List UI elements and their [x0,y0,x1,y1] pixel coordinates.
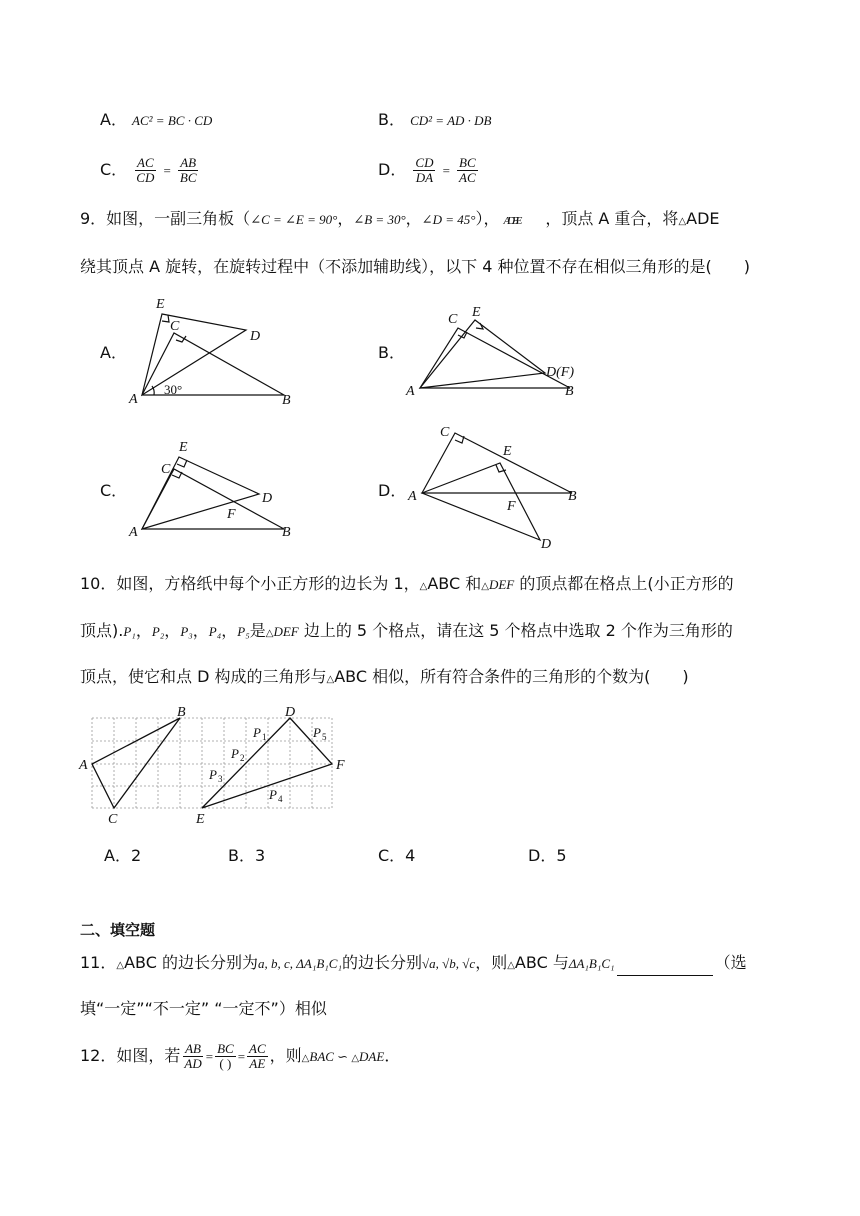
fig-a-label-d: D [250,329,261,344]
q9-figure-c [124,432,304,540]
q11-roots: √a, √b, √c [422,956,476,971]
triangle-icon: △ [265,628,274,639]
svg-text:3: 3 [218,774,223,784]
fig-b-label-df: D(F) [546,365,574,380]
fig-c-label-f: F [227,507,236,522]
fig-c-right-angle-e [177,460,187,467]
fig-b-label-e: E [472,305,481,320]
fig-a-right-angle-e [162,315,169,322]
fig-d-label-c: C [440,425,450,440]
fig-d-label-e: E [503,444,512,459]
fig-c-label-b: B [282,525,291,540]
q10-line-1: 10．如图，方格纸中每个小正方形的边长为 1，△ABC 和△DEF 的顶点都在格点上(小正方形的 [80,574,734,593]
fig-d-label-f: F [507,499,516,514]
svg-text:1: 1 [262,732,267,742]
q11-line-2: 填“一定”“不一定” “一定不”）相似 [80,999,327,1018]
fig-d-label-d: D [541,537,552,552]
q8-d-fraction-right: $\frac{BC}{AC}$ [459,155,476,185]
triangle-icon: △ [116,960,125,971]
q8-option-d: D． $\frac{CD}{DA}$ = $\frac{BC}{AC}$ [378,155,476,185]
q9-option-c-label: C． [100,481,128,500]
fig-d-label-b: B [568,489,577,504]
fig-a-triangle-ade [142,314,246,395]
q11-line-1: 11．△ABC 的边长分别为a, b, c, ΔA₁B₁C₁的边长分别√a, √b, √c，则△ABC 与ΔA₁B₁C₁ （选 [80,953,747,976]
triangle-icon: △ [326,674,335,685]
q8-option-b-expr: CD² = AD · DB [410,113,492,128]
q8-option-b: B． CD² = AD · DB [378,110,492,129]
q9-option-a-label: A． [100,343,127,362]
q8-c-fraction-left: $\frac{AC}{CD}$ [136,155,155,185]
triangle-icon: △ [351,1053,360,1064]
fig-b-label-b: B [565,384,574,399]
q9-overlap-text: AD BE [503,215,520,227]
grid-label-p4: P [269,787,277,802]
q12-line-1: 12．如图，若 $\frac{AB}{AD}$ = $\frac{BC}{( )}$ = $\frac{AC}{AE}$ ，则△BAC ∽ △DAE． [80,1041,401,1071]
grid-label-p3: P [209,767,217,782]
q11-answer-blank[interactable] [617,959,713,976]
q12-fraction-3: $\frac{AC}{AE}$ [249,1041,266,1071]
fig-a-label-c: C [170,319,180,334]
grid-label-d: D [285,705,296,720]
grid-label-f: F [336,758,345,773]
grid-label-a: A [79,758,88,773]
grid-lines [92,718,332,808]
q9-figure-b [400,298,600,400]
grid-label-p2: P [231,746,239,761]
fig-c-label-e: E [179,440,188,455]
fig-d-label-a: A [408,489,417,504]
triangle-icon: △ [419,581,428,592]
grid-label-c: C [108,812,118,827]
q9-line-1: 9．如图，一副三角板（∠C = ∠E = 90°，∠B = 30°，∠D = 45°）， AD BE ，顶点 A 重合，将△ADE [80,209,720,228]
q10-option-b: B．3 [228,846,266,865]
triangle-icon: △ [678,216,687,227]
svg-text:2: 2 [240,753,245,763]
q9-option-b-label: B． [378,343,405,362]
q8-option-a-expr: AC² = BC · CD [132,113,213,128]
q8-option-c: C． $\frac{AC}{CD}$ = $\frac{AB}{BC}$ [100,155,197,185]
fig-a-label-b: B [282,393,291,406]
q12-fraction-1: $\frac{AB}{AD}$ [184,1041,202,1071]
q9-figure-d [400,418,600,554]
fig-b-label-a: A [406,384,415,399]
q9-figure-a [124,290,304,406]
fig-b-triangle-aed [420,320,545,388]
q8-d-fraction-left: $\frac{CD}{DA}$ [415,155,434,185]
section-title: 二、填空题 [80,921,156,939]
q9-option-d-label: D． [378,481,407,500]
q10-option-a: A．2 [104,846,142,865]
grid-label-p1: P [253,725,261,740]
fig-c-triangle-aed [142,457,259,529]
q8-option-a: A． AC² = BC · CD [100,110,213,129]
q10-line-3: 顶点，使它和点 D 构成的三角形与△ABC 相似，所有符合条件的三角形的个数为( ) [80,667,689,686]
grid-label-e: E [196,812,205,827]
triangle-icon: △ [481,581,489,592]
grid-label-b: B [177,705,186,720]
fig-a-label-e: E [156,297,165,312]
fig-d-triangle-aed [422,463,540,540]
fig-c-label-c: C [161,462,171,477]
fig-c-label-d: D [262,491,273,506]
q9-line-2: 绕其顶点 A 旋转，在旋转过程中（不添加辅助线），以下 4 种位置不存在相似三角形的是( ) [80,257,750,276]
q8-c-fraction-right: $\frac{AB}{BC}$ [179,155,197,185]
triangle-icon: △ [507,960,515,971]
grid-label-p5: P [313,725,321,740]
svg-text:5: 5 [322,732,327,742]
q10-option-c: C．4 [378,846,416,865]
fig-b-label-c: C [448,312,458,327]
triangle-icon: △ [301,1053,310,1064]
fig-a-label-a: A [129,392,138,406]
q10-grid-figure [76,702,366,828]
svg-text:4: 4 [278,794,283,804]
fig-a-angle-label: 30° [164,382,183,397]
fig-c-label-a: A [129,525,138,540]
q10-option-d: D．5 [528,846,567,865]
q12-fraction-2[interactable]: $\frac{BC}{( )}$ [217,1041,234,1071]
q10-line-2: 顶点).P₁，P₂，P₃，P₄，P₅是△DEF 边上的 5 个格点，请在这 5 个格点中选取 2 个作为三角形的 [80,621,733,640]
